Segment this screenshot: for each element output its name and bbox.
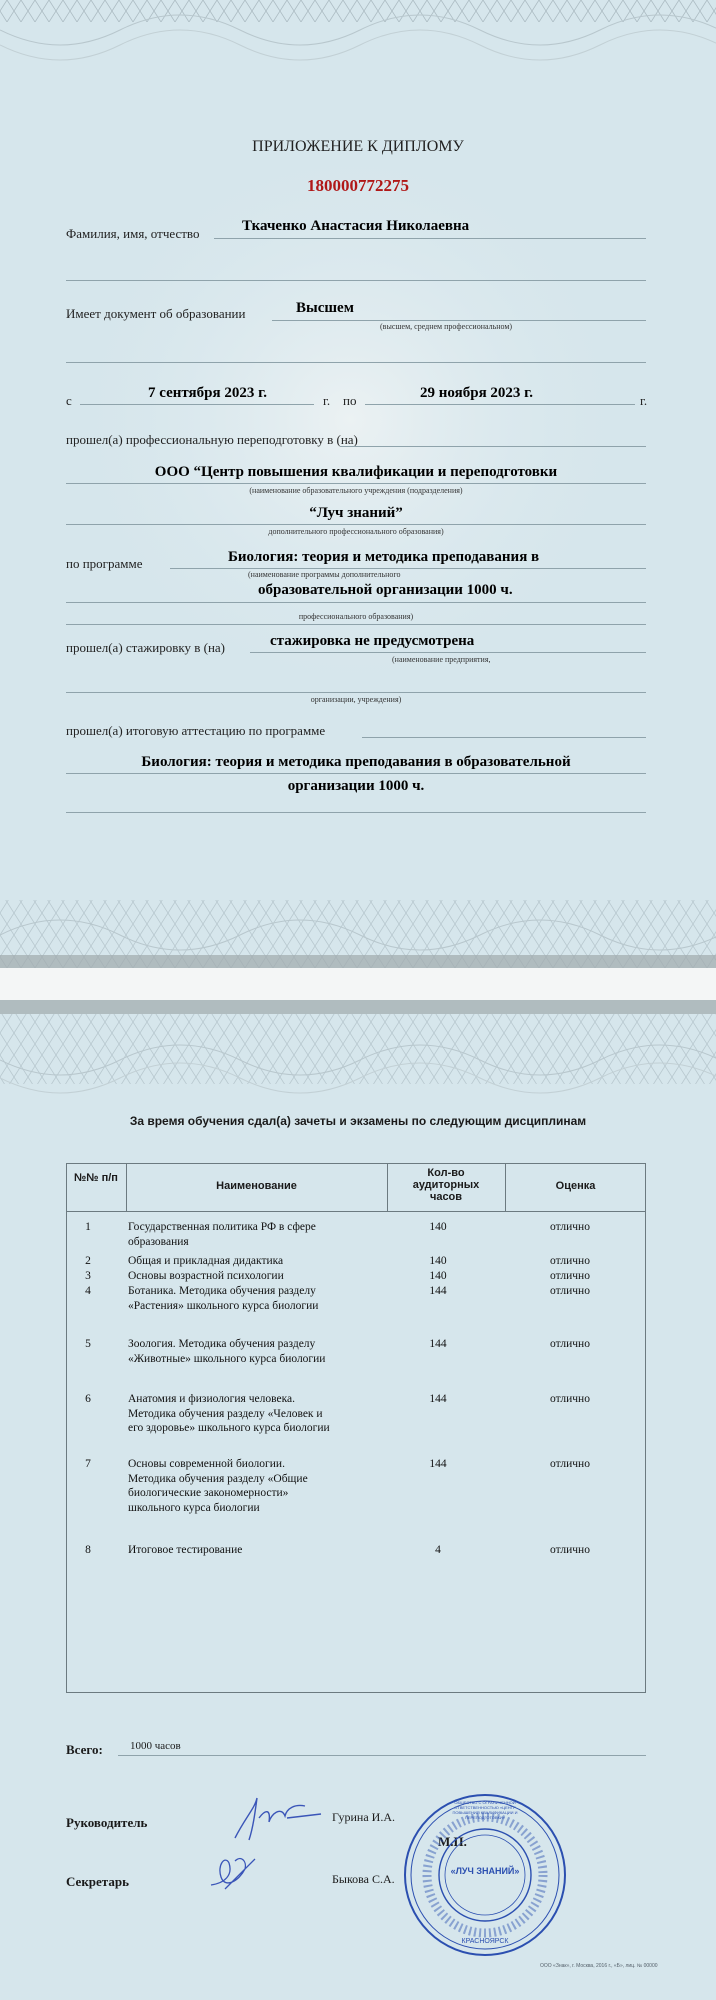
row-2-grade: отлично [550,1255,590,1267]
row-2-name: Общая и прикладная дидактика [128,1255,284,1267]
appendix-title: ПРИЛОЖЕНИЕ К ДИПЛОМУ [252,138,464,155]
row-8-name: Итоговое тестирование [128,1544,243,1556]
row-5-name: Зоология. Методика обучения разделу «Животные» школьного курса биологии [128,1338,326,1365]
year-suffix-2: г. [640,393,648,408]
row-5-number: 5 [85,1338,91,1350]
disciplines-heading: За время обучения сдал(а) зачеты и экзамены по следующим дисциплинам [129,1114,587,1128]
secretary-label: Секретарь [66,1874,129,1889]
row-8-number: 8 [85,1544,91,1556]
row-7-grade: отлично [550,1458,590,1470]
attestation-line-1: Биология: теория и методика преподавания в образовательной [141,754,571,770]
row-6-number: 6 [85,1393,91,1405]
attestation-line-2: организации 1000 ч. [287,778,425,794]
fio-value: Ткаченко Анастасия Николаевна [242,218,470,234]
row-3-name: Основы возрастной психологии [128,1270,284,1282]
total-label: Всего: [66,1742,103,1757]
seal-city-text: КРАСНОЯРСК [461,1938,509,1945]
diploma-number: 180000772275 [307,176,409,195]
seal-place-mark: М.П. [438,1834,467,1849]
organization-line-2: “Луч знаний” [309,505,403,521]
program-hint-2: профессионального образования) [298,612,414,621]
row-3-number: 3 [85,1270,91,1282]
col-header-grade: Оценка [555,1180,596,1192]
program-hint: (наименование программы дополнительного [248,570,401,579]
row-5-grade: отлично [550,1338,590,1350]
row-1-hours: 140 [429,1221,447,1233]
col-header-hours: Кол-во аудиторных часов [412,1167,480,1203]
internship-label: прошел(а) стажировку в (на) [66,640,226,655]
head-signature-icon [225,1788,335,1848]
date-from-value: 7 сентября 2023 г. [148,385,268,401]
internship-hint: (наименование предприятия, [392,655,491,664]
row-7-hours: 144 [429,1458,447,1470]
date-from-label: с [66,393,72,408]
date-to-label: по [343,393,357,408]
row-2-hours: 140 [429,1255,447,1267]
row-4-grade: отлично [550,1285,590,1297]
program-line-1: Биология: теория и методика преподавания в [228,549,540,565]
internship-value: стажировка не предусмотрена [270,633,475,649]
row-7-number: 7 [85,1458,91,1470]
program-line-2: образовательной организации 1000 ч. [258,582,513,598]
row-6-name: Анатомия и физиология человека. Методика обучения разделу «Человек и его здоровье» школьного курса биологии [128,1393,330,1434]
internship-hint-2: организации, учреждения) [310,695,402,704]
row-1-grade: отлично [550,1221,590,1233]
printing-imprint: ООО «Знак», г. Москва, 2016 г., «Б», лиц. № 00000 [540,1963,658,1969]
education-hint: (высшем, среднем профессиональном) [380,322,513,331]
row-8-grade: отлично [550,1544,590,1556]
row-4-hours: 144 [429,1285,447,1297]
row-2-number: 2 [85,1255,91,1267]
education-label: Имеет документ об образовании [66,306,246,321]
head-label: Руководитель [66,1815,148,1830]
organization-hint-2: дополнительного профессионального образования) [268,527,444,536]
row-7-name: Основы современной биологии. Методика обучения разделу «Общие биологические закономерности» школьного курса биологии [128,1458,308,1514]
row-3-hours: 140 [429,1270,447,1282]
row-1-name: Государственная политика РФ в сфере образования [128,1221,316,1248]
head-name: Гурина И.А. [332,1810,395,1824]
year-suffix-1: г. [323,393,331,408]
attestation-label: прошел(а) итоговую аттестацию по программе [66,723,326,738]
secretary-name: Быкова С.А. [332,1872,395,1886]
row-5-hours: 144 [429,1338,447,1350]
total-value: 1000 часов [130,1740,181,1752]
row-1-number: 1 [85,1221,91,1233]
education-value: Высшем [296,300,354,316]
row-4-number: 4 [85,1285,91,1297]
diploma-appendix-page-1 [0,0,716,968]
row-6-hours: 144 [429,1393,447,1405]
seal-ring-text: ОБЩЕСТВО С ОГРАНИЧЕННОЙ ОТВЕТСТВЕННОСТЬЮ «ЦЕНТР ПОВЫШЕНИЯ КВАЛИФИКАЦИИ И ПЕРЕПОДГОТОВКИ» [452,1800,518,1820]
program-label: по программе [66,556,143,571]
row-6-grade: отлично [550,1393,590,1405]
secretary-signature-icon [205,1845,265,1895]
col-header-number: №№ п/п [74,1172,118,1184]
fio-label: Фамилия, имя, отчество [66,226,200,241]
col-header-name: Наименование [216,1180,297,1192]
row-4-name: Ботаника. Методика обучения разделу «Растения» школьного курса биологии [128,1285,319,1312]
page-separator [0,968,716,1000]
row-3-grade: отлично [550,1270,590,1282]
row-8-hours: 4 [435,1544,441,1556]
date-to-value: 29 ноября 2023 г. [420,385,534,401]
seal-center-text: «ЛУЧ ЗНАНИЙ» [450,1866,520,1876]
organization-hint: (наименование образовательного учреждения (подразделения) [249,486,463,495]
organization-line-1: ООО “Центр повышения квалификации и переподготовки [154,464,558,480]
retraining-label: прошел(а) профессиональную переподготовку в (на) [66,432,358,447]
